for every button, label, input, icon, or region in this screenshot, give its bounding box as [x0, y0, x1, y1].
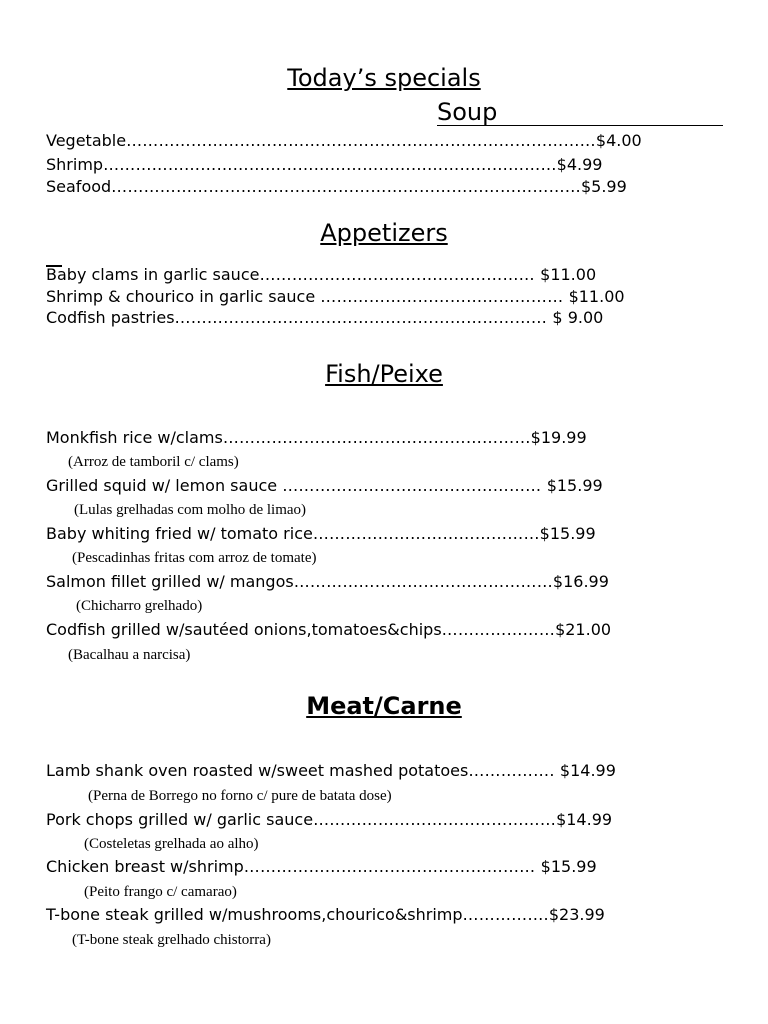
- item-name: Codfish grilled w/sautéed onions,tomatoes&chips: [46, 620, 442, 639]
- leader-dots: …………………………………………: [282, 476, 547, 495]
- item-translation: (Chicharro grelhado): [76, 598, 203, 614]
- leader-dots: …………….: [468, 761, 560, 780]
- leader-dots: ………………………………………: [320, 287, 569, 306]
- leader-dots: ……………………………………………………………………………: [126, 131, 596, 150]
- menu-item-pork-chops: [46, 812, 612, 828]
- leader-dots: …………………………………………………: [222, 428, 531, 447]
- item-price: $16.99: [552, 572, 609, 591]
- menu-item-monkfish-rice: [46, 430, 587, 446]
- item-translation: (Costeletas grelhada ao alho): [84, 836, 259, 852]
- item-translation: (Peito frango c/ camarao): [84, 884, 237, 900]
- section-heading-fish: Fish/Peixe: [325, 360, 443, 388]
- item-price: $5.99: [580, 177, 627, 196]
- item-price: $21.00: [555, 620, 612, 639]
- menu-item-salmon-fillet: [46, 574, 609, 590]
- item-name: Shrimp & chourico in garlic sauce: [46, 287, 321, 306]
- item-name: Salmon fillet grilled w/ mangos: [46, 572, 294, 591]
- item-price: $4.99: [556, 155, 603, 174]
- item-translation: (T-bone steak grelhado chistorra): [72, 932, 271, 948]
- menu-item-vegetable: [46, 133, 642, 149]
- menu-item-shrimp-chourico: [46, 289, 625, 305]
- menu-item-codfish-grilled: [46, 622, 611, 638]
- menu-item-grilled-squid: [46, 478, 603, 494]
- item-price: $23.99: [548, 905, 605, 924]
- leader-dots: …………………: [441, 620, 556, 639]
- item-price: $11.00: [568, 287, 625, 306]
- item-name: Monkfish rice w/clams: [46, 428, 223, 447]
- item-name: Shrimp: [46, 155, 104, 174]
- menu-item-seafood: [46, 179, 627, 195]
- item-price: $ 9.00: [552, 308, 604, 327]
- menu-item-baby-clams: [46, 267, 596, 283]
- item-translation: (Pescadinhas fritas com arroz de tomate): [72, 550, 317, 566]
- item-translation: (Bacalhau a narcisa): [68, 647, 191, 663]
- leader-dots: …………….: [462, 905, 549, 924]
- section-heading-appetizers: Appetizers: [320, 219, 448, 247]
- leader-dots: ……………………………………………………………: [174, 308, 553, 327]
- item-name: Chicken breast w/shrimp: [46, 857, 244, 876]
- item-name: Baby whiting fried w/ tomato rice: [46, 524, 313, 543]
- leader-dots: ……………………………………: [312, 524, 540, 543]
- item-name: Seafood: [46, 177, 112, 196]
- item-name: T-bone steak grilled w/mushrooms,chourico&shrimp: [46, 905, 463, 924]
- item-name: Baby clams in garlic sauce: [46, 265, 260, 284]
- item-price: $15.99: [539, 524, 596, 543]
- leader-dots: …………………………………………: [293, 572, 553, 591]
- item-price: $15.99: [540, 857, 597, 876]
- item-translation: (Lulas grelhadas com molho de limao): [74, 502, 307, 518]
- menu-item-shrimp-soup: [46, 157, 602, 173]
- menu-item-t-bone-steak: [46, 907, 605, 923]
- item-price: $14.99: [556, 810, 613, 829]
- section-heading-soup: Soup: [437, 100, 723, 126]
- item-price: $15.99: [546, 476, 603, 495]
- leader-dots: ……………………………………………………………………………: [111, 177, 581, 196]
- section-heading-meat: Meat/Carne: [306, 692, 462, 720]
- item-name: Lamb shank oven roasted w/sweet mashed potatoes: [46, 761, 469, 780]
- menu-item-codfish-pastries: [46, 310, 603, 326]
- item-name: Grilled squid w/ lemon sauce: [46, 476, 283, 495]
- leader-dots: ………………………………………………: [243, 857, 541, 876]
- leader-dots: ………………………………………: [313, 810, 557, 829]
- leader-dots: ……………………………………………: [259, 265, 541, 284]
- menu-item-baby-whiting: [46, 526, 596, 542]
- item-translation: (Perna de Borrego no forno c/ pure de batata dose): [88, 788, 392, 804]
- page-title: Today’s specials: [287, 64, 481, 92]
- item-name: Vegetable: [46, 131, 127, 150]
- item-price: $11.00: [540, 265, 597, 284]
- item-price: $4.00: [595, 131, 642, 150]
- item-price: $14.99: [559, 761, 616, 780]
- item-name: Codfish pastries: [46, 308, 175, 327]
- item-price: $19.99: [530, 428, 587, 447]
- leader-dots: …………………………………………………………………………: [103, 155, 557, 174]
- menu-item-lamb-shank: [46, 763, 616, 779]
- item-translation: (Arroz de tamboril c/ clams): [68, 454, 239, 470]
- menu-item-chicken-breast: [46, 859, 597, 875]
- item-name: Pork chops grilled w/ garlic sauce: [46, 810, 314, 829]
